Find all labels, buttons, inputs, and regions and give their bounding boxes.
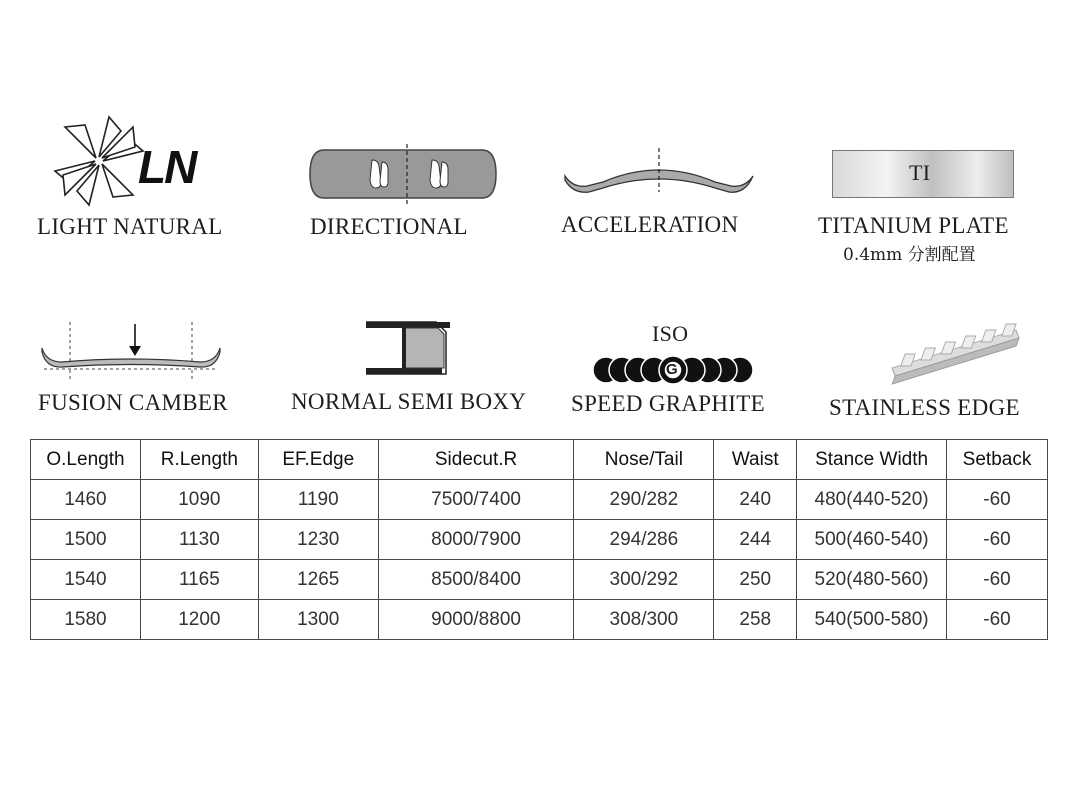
table-cell: 1130 (140, 520, 258, 560)
table-cell: 308/300 (574, 600, 714, 640)
table-cell: -60 (947, 560, 1048, 600)
acceleration-profile-icon (563, 148, 755, 196)
table-cell: 294/286 (574, 520, 714, 560)
titanium-plate-text: TI (909, 160, 931, 185)
fusion-camber-icon (40, 322, 222, 382)
normal-semi-boxy-label: NORMAL SEMI BOXY (291, 389, 527, 414)
column-header: EF.Edge (258, 440, 378, 480)
table-cell: 500(460-540) (797, 520, 947, 560)
acceleration-label: ACCELERATION (561, 212, 739, 237)
table-cell: 240 (714, 480, 797, 520)
light-natural-label: LIGHT NATURAL (37, 214, 223, 239)
table-body (31, 480, 1048, 640)
table-row (31, 560, 1048, 600)
fusion-camber-label: FUSION CAMBER (38, 390, 228, 415)
table-cell: 8500/8400 (378, 560, 574, 600)
table-cell: 1300 (258, 600, 378, 640)
table-cell: 290/282 (574, 480, 714, 520)
column-header: O.Length (31, 440, 141, 480)
stainless-edge-icon (873, 316, 1007, 386)
light-natural-logo-text: LN (138, 141, 196, 193)
semi-boxy-edge-icon (366, 320, 450, 378)
table-cell: 480(440-520) (797, 480, 947, 520)
table-row (31, 600, 1048, 640)
table-cell: 1200 (140, 600, 258, 640)
table-cell: 300/292 (574, 560, 714, 600)
table-header-row (31, 440, 1048, 480)
table-cell: -60 (947, 480, 1048, 520)
titanium-plate-label: TITANIUM PLATE (818, 213, 1009, 238)
table-cell: 1580 (31, 600, 141, 640)
table-cell: 1500 (31, 520, 141, 560)
table-cell: -60 (947, 600, 1048, 640)
speed-graphite-center-letter: G (666, 361, 678, 378)
table-cell: 250 (714, 560, 797, 600)
table-cell: 1460 (31, 480, 141, 520)
table-cell: 258 (714, 600, 797, 640)
column-header: Nose/Tail (574, 440, 714, 480)
table-cell: 7500/7400 (378, 480, 574, 520)
column-header: Setback (947, 440, 1048, 480)
table-cell: -60 (947, 520, 1048, 560)
speed-graphite-label: SPEED GRAPHITE (571, 391, 765, 416)
titanium-plate-sub: 0.4mm 分割配置 (843, 245, 976, 265)
table-cell: 1090 (140, 480, 258, 520)
table-row (31, 480, 1048, 520)
table-cell: 1190 (258, 480, 378, 520)
speed-graphite-iso-text: ISO (652, 321, 689, 346)
table-cell: 520(480-560) (797, 560, 947, 600)
column-header: Sidecut.R (378, 440, 574, 480)
table-cell: 244 (714, 520, 797, 560)
directional-board-icon (310, 148, 496, 200)
column-header: Waist (714, 440, 797, 480)
column-header: R.Length (140, 440, 258, 480)
table-cell: 1230 (258, 520, 378, 560)
light-natural-pinwheel-icon (52, 115, 147, 207)
stainless-edge-label: STAINLESS EDGE (829, 395, 1020, 420)
table-cell: 8000/7900 (378, 520, 574, 560)
directional-label: DIRECTIONAL (310, 214, 468, 239)
table-cell: 1540 (31, 560, 141, 600)
table-cell: 540(500-580) (797, 600, 947, 640)
table-cell: 1265 (258, 560, 378, 600)
table-row (31, 520, 1048, 560)
spec-table (30, 439, 1048, 640)
table-cell: 1165 (140, 560, 258, 600)
table-cell: 9000/8800 (378, 600, 574, 640)
column-header: Stance Width (797, 440, 947, 480)
